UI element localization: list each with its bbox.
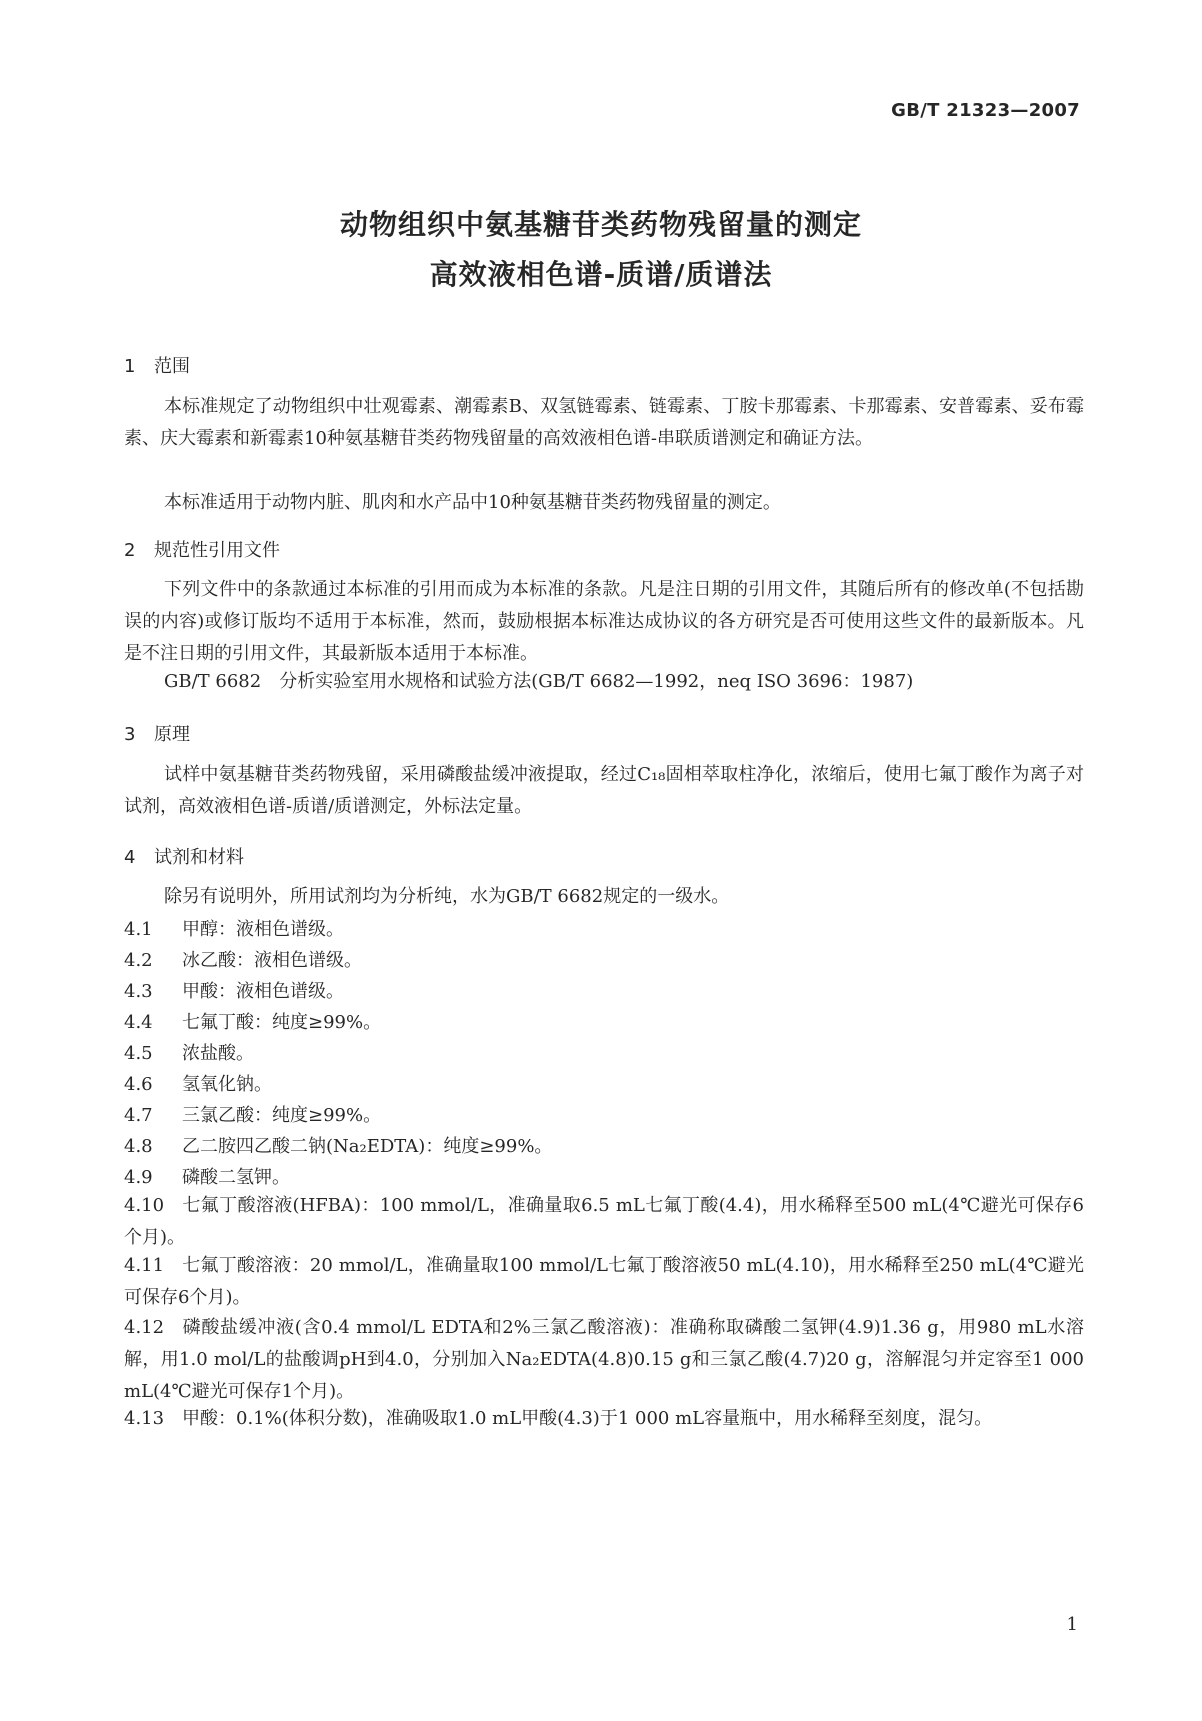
item-text: 磷酸二氢钾。 — [182, 1167, 290, 1188]
section-2-reference: GB/T 6682 分析实验室用水规格和试验方法(GB/T 6682—1992，neq ISO 3696：1987) — [164, 671, 914, 692]
list-item — [124, 914, 1084, 946]
section-1-number: 1 — [124, 356, 136, 377]
item-text: 三氯乙酸：纯度≥99%。 — [182, 1105, 382, 1126]
list-item — [124, 945, 1084, 977]
section-1-title: 范围 — [154, 356, 190, 377]
list-item — [124, 1038, 1084, 1070]
section-3-title: 原理 — [154, 724, 190, 745]
standard-code: GB/T 21323—2007 — [891, 100, 1080, 121]
item-text: 氢氧化钠。 — [182, 1074, 272, 1095]
list-item — [124, 976, 1084, 1008]
list-item — [124, 1190, 1084, 1254]
section-2-number: 2 — [124, 540, 136, 561]
item-text: 冰乙酸：液相色谱级。 — [182, 950, 362, 971]
list-item — [124, 1131, 1084, 1163]
item-number: 4.8 — [124, 1136, 153, 1157]
list-item — [124, 1403, 1084, 1435]
item-text: 七氟丁酸：纯度≥99%。 — [182, 1012, 382, 1033]
title-line-1: 动物组织中氨基糖苷类药物残留量的测定 — [339, 208, 862, 241]
item-number: 4.12 — [124, 1317, 165, 1338]
section-2-title: 规范性引用文件 — [154, 540, 280, 561]
list-item — [124, 1100, 1084, 1132]
list-item — [124, 1007, 1084, 1039]
item-text: 甲酸：0.1%(体积分数)，准确吸取1.0 mL甲酸(4.3)于1 000 mL容量瓶中，用水稀释至刻度，混匀。 — [182, 1408, 993, 1429]
item-text: 乙二胺四乙酸二钠(Na₂EDTA)：纯度≥99%。 — [182, 1136, 553, 1157]
item-number: 4.13 — [124, 1408, 165, 1429]
section-3-number: 3 — [124, 724, 136, 745]
item-number: 4.9 — [124, 1167, 153, 1188]
item-number: 4.11 — [124, 1255, 165, 1276]
item-number: 4.2 — [124, 950, 153, 971]
document-title — [0, 200, 1202, 300]
item-text: 七氟丁酸溶液：20 mmol/L，准确量取100 mmol/L七氟丁酸溶液50 mL(4.10)，用水稀释至250 mL(4℃避光可保存6个月)。 — [124, 1255, 1084, 1308]
item-number: 4.6 — [124, 1074, 153, 1095]
list-item — [124, 1250, 1084, 1314]
title-line-2: 高效液相色谱-质谱/质谱法 — [429, 258, 773, 291]
section-2-heading — [124, 536, 280, 562]
section-3-heading — [124, 720, 190, 746]
section-4-paragraph-1: 除另有说明外，所用试剂均为分析纯，水为GB/T 6682规定的一级水。 — [164, 886, 730, 907]
item-number: 4.10 — [124, 1195, 165, 1216]
item-number: 4.4 — [124, 1012, 153, 1033]
item-number: 4.1 — [124, 919, 153, 940]
item-text: 甲醇：液相色谱级。 — [182, 919, 344, 940]
list-item — [124, 1312, 1084, 1408]
item-text: 七氟丁酸溶液(HFBA)：100 mmol/L，准确量取6.5 mL七氟丁酸(4.4)，用水稀释至500 mL(4℃避光可保存6个月)。 — [124, 1195, 1084, 1248]
section-1-heading — [124, 352, 190, 378]
item-number: 4.7 — [124, 1105, 153, 1126]
item-number: 4.5 — [124, 1043, 153, 1064]
section-1-paragraph-2: 本标准适用于动物内脏、肌肉和水产品中10种氨基糖苷类药物残留量的测定。 — [164, 492, 781, 513]
section-4-number: 4 — [124, 847, 136, 868]
section-1-paragraph-1: 本标准规定了动物组织中壮观霉素、潮霉素B、双氢链霉素、链霉素、丁胺卡那霉素、卡那霉素、安普霉素、妥布霉素、庆大霉素和新霉素10种氨基糖苷类药物残留量的高效液相色谱-串联质谱测定和确证方法。 — [124, 396, 1084, 449]
section-4-title: 试剂和材料 — [154, 847, 244, 868]
item-text: 磷酸盐缓冲液(含0.4 mmol/L EDTA和2%三氯乙酸溶液)：准确称取磷酸二氢钾(4.9)1.36 g，用980 mL水溶解，用1.0 mol/L的盐酸调pH到4.0，分别加入Na₂EDTA(4.8)0.15 g和三氯乙酸(4.7)20 g，溶解混匀并定容至1 000 mL(4℃避光可保存1个月)。 — [124, 1317, 1084, 1402]
section-4-heading — [124, 843, 244, 869]
item-text: 甲酸：液相色谱级。 — [182, 981, 344, 1002]
page-number: 1 — [1066, 1614, 1078, 1635]
item-text: 浓盐酸。 — [182, 1043, 254, 1064]
item-number: 4.3 — [124, 981, 153, 1002]
section-3-paragraph-1: 试样中氨基糖苷类药物残留，采用磷酸盐缓冲液提取，经过C₁₈固相萃取柱净化，浓缩后，使用七氟丁酸作为离子对试剂，高效液相色谱-质谱/质谱测定，外标法定量。 — [124, 764, 1084, 817]
section-2-paragraph-1: 下列文件中的条款通过本标准的引用而成为本标准的条款。凡是注日期的引用文件，其随后所有的修改单(不包括勘误的内容)或修订版均不适用于本标准，然而，鼓励根据本标准达成协议的各方研究是否可使用这些文件的最新版本。凡是不注日期的引用文件，其最新版本适用于本标准。 — [124, 579, 1084, 664]
list-item — [124, 1069, 1084, 1101]
